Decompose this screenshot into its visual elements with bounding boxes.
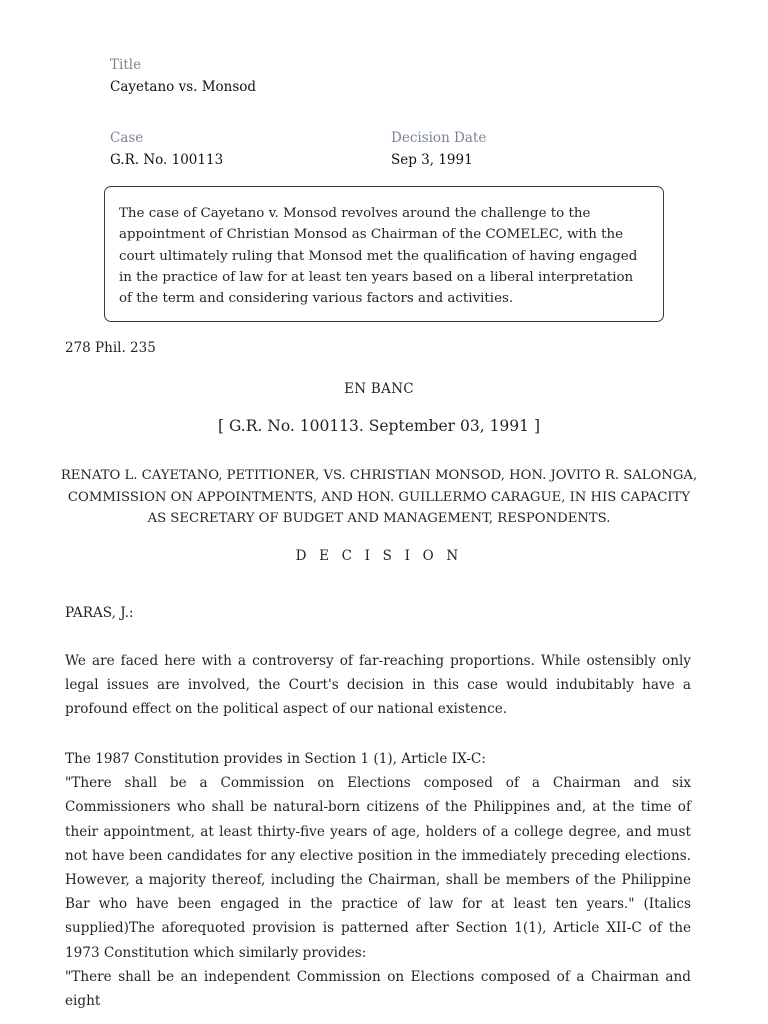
decision-date-label: Decision Date: [391, 130, 487, 146]
title-label: Title: [110, 57, 142, 73]
case-parties: RENATO L. CAYETANO, PETITIONER, VS. CHRISTIAN MONSOD, HON. JOVITO R. SALONGA, COMMISSION ON APPOINTMENTS, AND HON. GUILLERMO CARAGUE, IN HIS CAPACITY AS SECRETARY OF BUDGET AND MANAGEMENT, RESPONDENTS.: [60, 468, 698, 527]
case-value: G.R. No. 100113: [110, 152, 224, 168]
paragraph-2-intro: The 1987 Constitution provides in Section 1 (1), Article IX-C:: [65, 751, 486, 767]
paragraph-2: [65, 747, 691, 1013]
paragraph-1: We are faced here with a controversy of far-reaching proportions. While ostensibly only legal issues are involved, the Court's decision in this case would indubitably have a profound effect on the political aspect of our national existence.: [65, 653, 691, 718]
case-summary-box: [104, 186, 664, 322]
case-field: [110, 129, 223, 169]
gr-number-heading: [ G.R. No. 100113. September 03, 1991 ]: [218, 417, 540, 435]
case-summary-text: The case of Cayetano v. Monsod revolves around the challenge to the appointment of Christian Monsod as Chairman of the COMELEC, with the court ultimately ruling that Monsod met the qualification of having engaged in the practice of law for at least ten years based on a liberal interpretation of the term and considering various factors and activities.: [119, 206, 638, 307]
decision-heading: D E C I S I O N: [295, 548, 463, 564]
paragraph-3-start: "There shall be an independent Commission on Elections composed of a Chairman and eight: [65, 968, 691, 1010]
paragraph-2-quote: "There shall be a Commission on Elections composed of a Chairman and six Commissioners who shall be natural-born citizens of the Philippines and, at the time of their appointment, at least thirty-five years of age, holders of a college degree, and must not have been candidates for any elective position in the immediately preceding elections. However, a majority thereof, including the Chairman, shall be members of the Philippine Bar who have been engaged in the practice of law for at least ten years." (Italics supplied)The aforequoted provision is patterned after Section 1(1), Article XII-C of the 1973 Constitution which similarly provides:: [65, 775, 691, 961]
ponente: PARAS, J.:: [65, 605, 134, 621]
case-label: Case: [110, 130, 144, 146]
title-field: [110, 56, 256, 96]
decision-date-value: Sep 3, 1991: [391, 152, 473, 168]
division-heading: EN BANC: [344, 381, 414, 397]
decision-date-field: [391, 129, 486, 169]
citation: 278 Phil. 235: [65, 340, 156, 356]
title-value: Cayetano vs. Monsod: [110, 79, 257, 95]
